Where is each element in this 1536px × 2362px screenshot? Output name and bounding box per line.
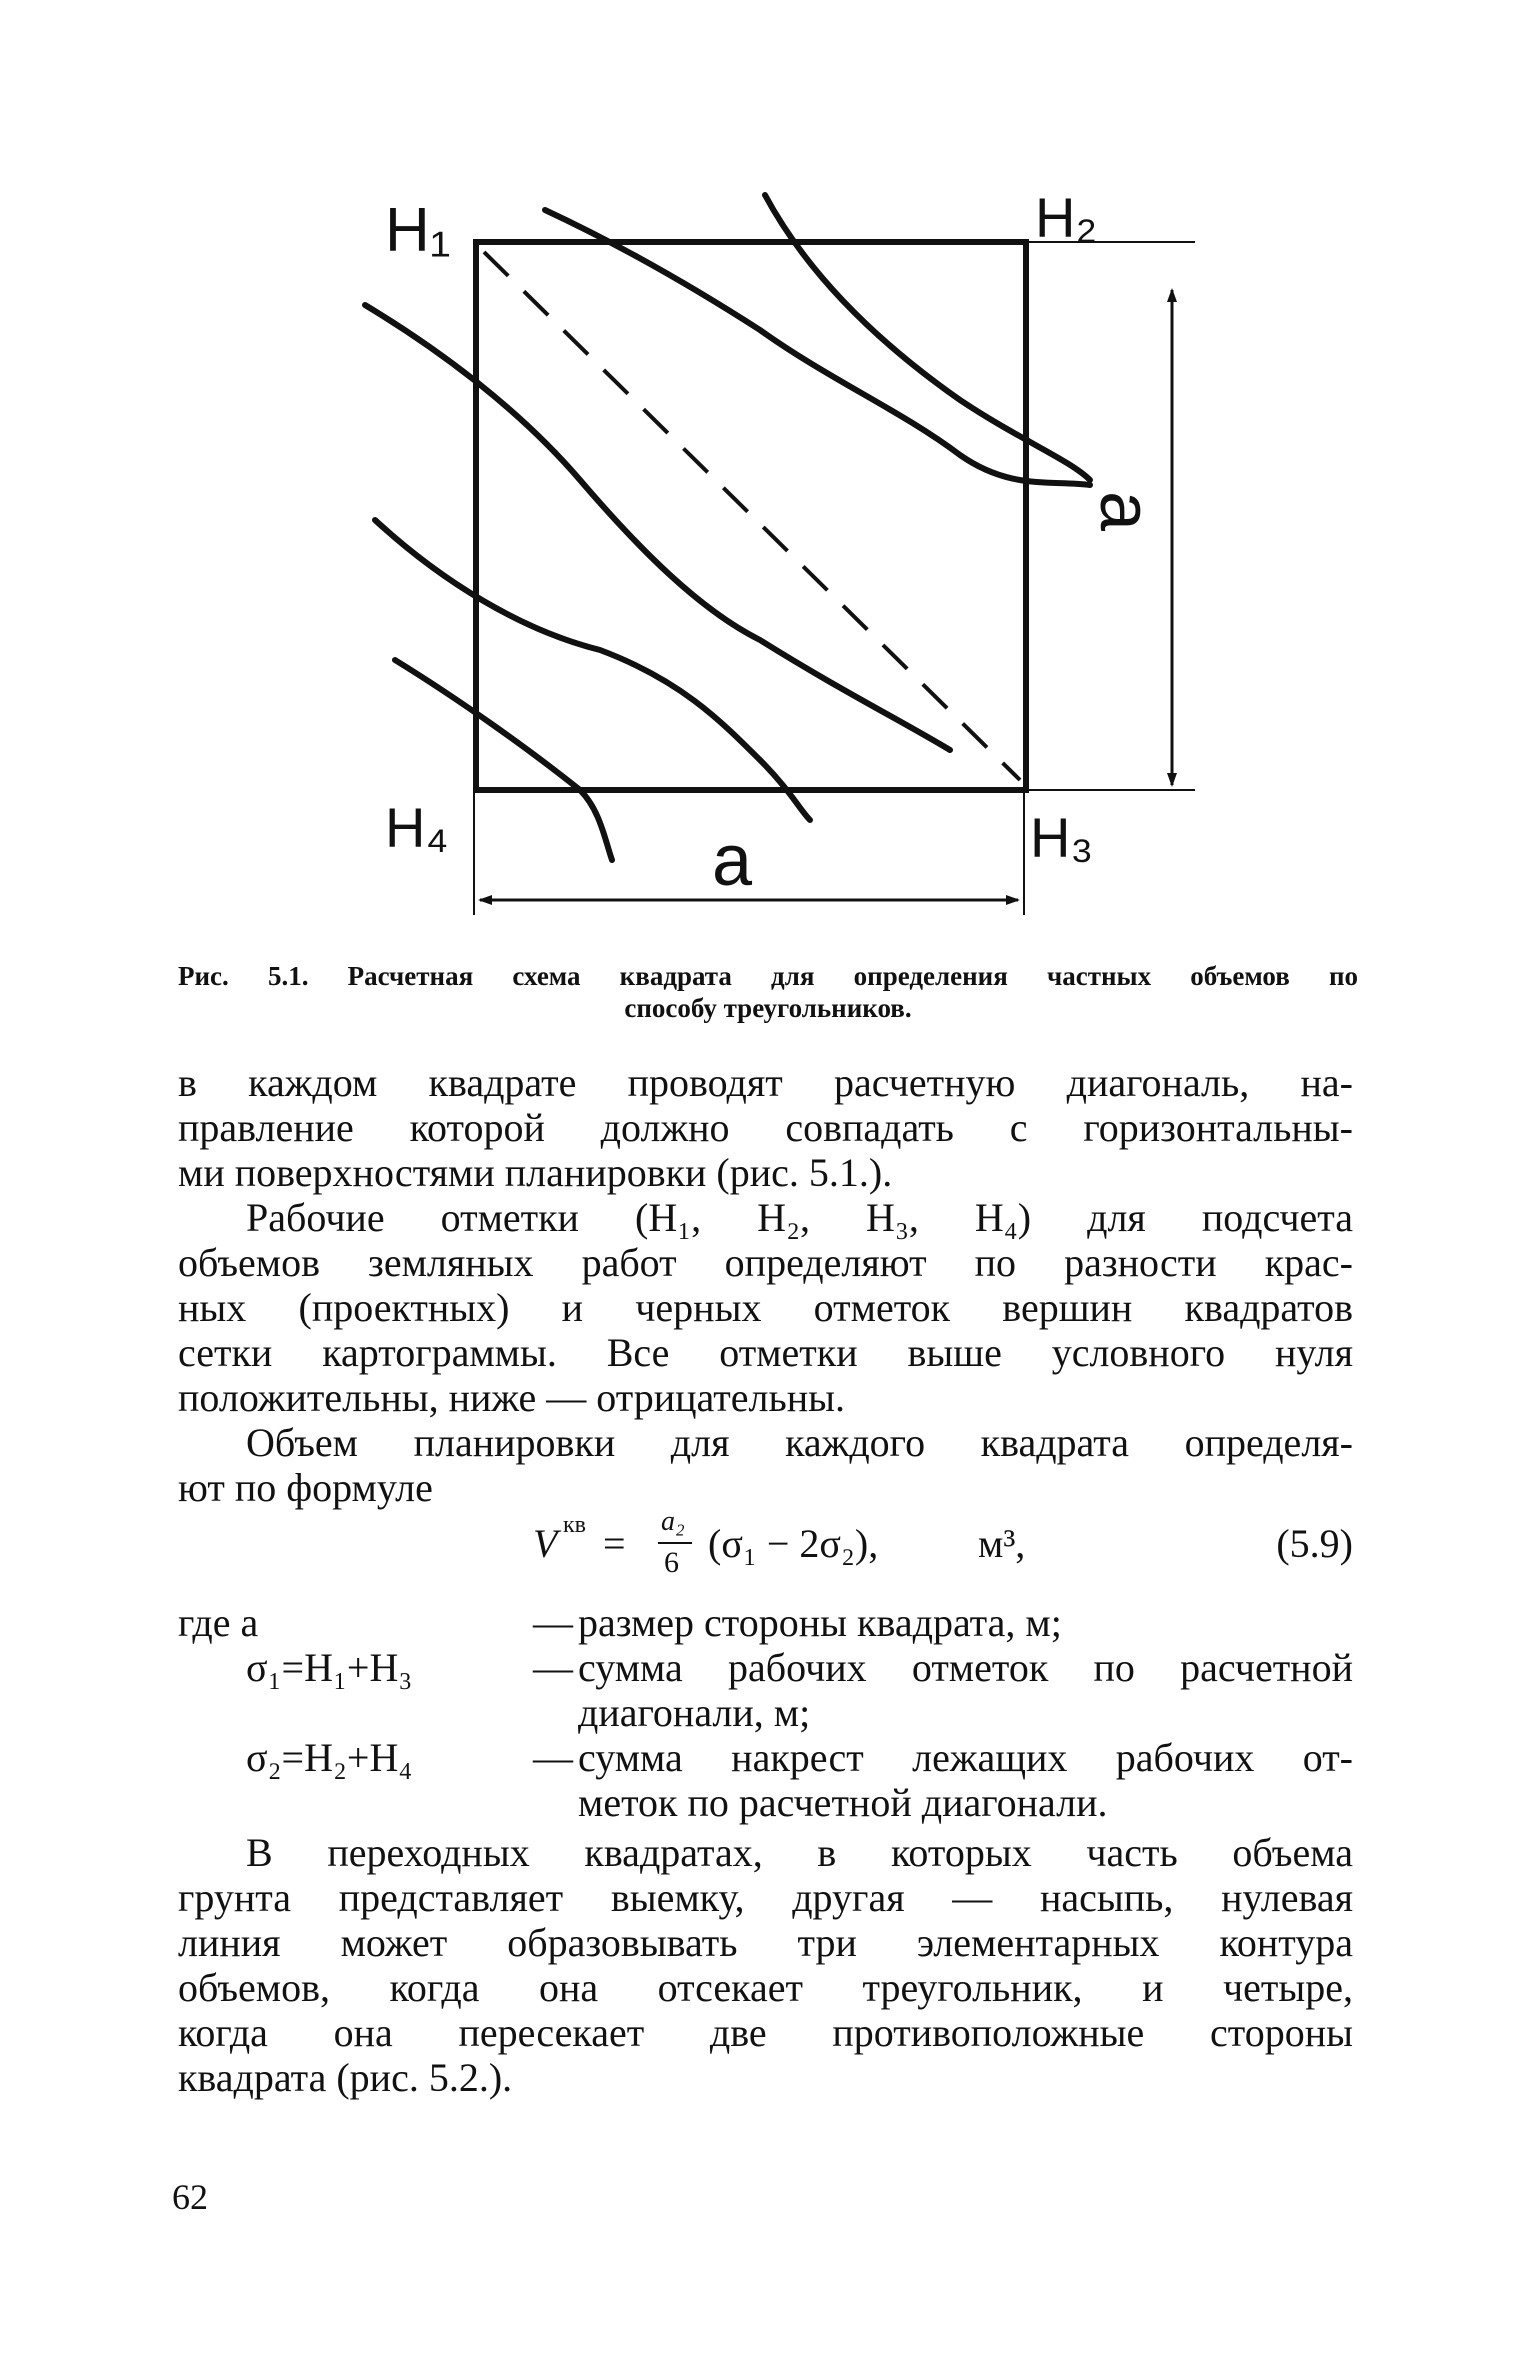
text-line: правление которой должно совпадать с горизонтальны- xyxy=(178,1105,1353,1150)
contour-line-3 xyxy=(365,305,950,750)
text-line: когда она пересекает две противоположные стороны xyxy=(178,2010,1353,2055)
caption-line: способу треугольников. xyxy=(624,993,912,1023)
label-h3: H₃ xyxy=(1030,806,1094,869)
definition-row xyxy=(178,1690,1353,1735)
definition-term: σ₁=H₁+H₃ xyxy=(246,1645,413,1690)
text-line: объемов, когда она отсекает треугольник, и четыре, xyxy=(178,1965,1353,2010)
figure-caption xyxy=(178,960,1358,1024)
definition-row xyxy=(178,1735,1353,1780)
square-scheme-drawing xyxy=(0,0,1536,960)
definition-dash: — xyxy=(533,1645,573,1690)
definition-row xyxy=(178,1600,1353,1645)
definitions-list xyxy=(178,1600,1353,1825)
text-line: грунта представляет выемку, другая — насыпь, нулевая xyxy=(178,1875,1353,1920)
definition-row xyxy=(178,1645,1353,1690)
label-side-a-bottom: a xyxy=(712,821,753,901)
formula-unit: м³, xyxy=(978,1521,1026,1566)
definition-term: σ₂=H₂+H₄ xyxy=(246,1735,413,1780)
definition-term: где a xyxy=(178,1600,259,1645)
text-line: положительны, ниже — отрицательны. xyxy=(178,1375,845,1420)
figure-5-1 xyxy=(0,0,1536,960)
text-line: В переходных квадратах, в которых часть объема xyxy=(246,1830,1353,1875)
definition-text: меток по расчетной диагонали. xyxy=(578,1780,1108,1825)
calculation-diagonal xyxy=(484,252,1020,780)
definition-text: диагонали, м; xyxy=(578,1690,811,1735)
text-line: ми поверхностями планировки (рис. 5.1.). xyxy=(178,1150,893,1195)
paragraph-3 xyxy=(178,1420,1353,1510)
caption-line: Рис. 5.1. Расчетная схема квадрата для определения частных объемов по xyxy=(178,961,1358,991)
formula-fraction-bar xyxy=(658,1542,692,1544)
formula-equals: = xyxy=(603,1521,626,1566)
text-line: в каждом квадрате проводят расчетную диагональ, на- xyxy=(178,1060,1353,1105)
page-number: 62 xyxy=(172,2177,208,2217)
text-line: квадрата (рис. 5.2.). xyxy=(178,2055,513,2100)
text-line: Объем планировки для каждого квадрата определя- xyxy=(246,1420,1353,1465)
formula-bracket: (σ₁ − 2σ₂), xyxy=(708,1521,879,1566)
text-line: объемов земляных работ определяют по разности крас- xyxy=(178,1240,1353,1285)
text-line: Рабочие отметки (H₁, H₂, H₃, H₄) для подсчета xyxy=(246,1195,1353,1240)
formula-numerator: a₂ xyxy=(661,1506,685,1537)
formula-lhs: V xyxy=(533,1521,558,1566)
label-side-a-right: a xyxy=(1085,490,1166,532)
paragraph-4 xyxy=(178,1830,1353,2100)
definition-text: сумма накрест лежащих рабочих от- xyxy=(578,1735,1353,1780)
label-h4: H₄ xyxy=(385,796,449,859)
text-line: линия может образовывать три элементарных контура xyxy=(178,1920,1353,1965)
formula-denominator: 6 xyxy=(664,1546,679,1579)
text-line: сетки картограммы. Все отметки выше условного нуля xyxy=(178,1330,1353,1375)
label-h1: H₁ xyxy=(385,196,451,265)
formula-lhs-superscript: кв xyxy=(563,1512,586,1538)
text-line: ют по формуле xyxy=(178,1465,433,1510)
definition-row xyxy=(178,1780,1353,1825)
definition-text: размер стороны квадрата, м; xyxy=(578,1600,1062,1645)
contour-line-6 xyxy=(800,400,945,700)
formula-5-9 xyxy=(178,1506,1353,1582)
definition-dash: — xyxy=(533,1600,573,1645)
formula-number: (5.9) xyxy=(1276,1521,1353,1566)
definition-text: сумма рабочих отметок по расчетной xyxy=(578,1645,1353,1690)
paragraph-1 xyxy=(178,1060,1353,1195)
contour-line-1 xyxy=(545,210,1090,485)
label-h2: H₂ xyxy=(1035,186,1098,249)
paragraph-2 xyxy=(178,1195,1353,1420)
text-line: ных (проектных) и черных отметок вершин квадратов xyxy=(178,1285,1353,1330)
definition-dash: — xyxy=(533,1735,573,1780)
contour-line-4 xyxy=(375,520,810,820)
